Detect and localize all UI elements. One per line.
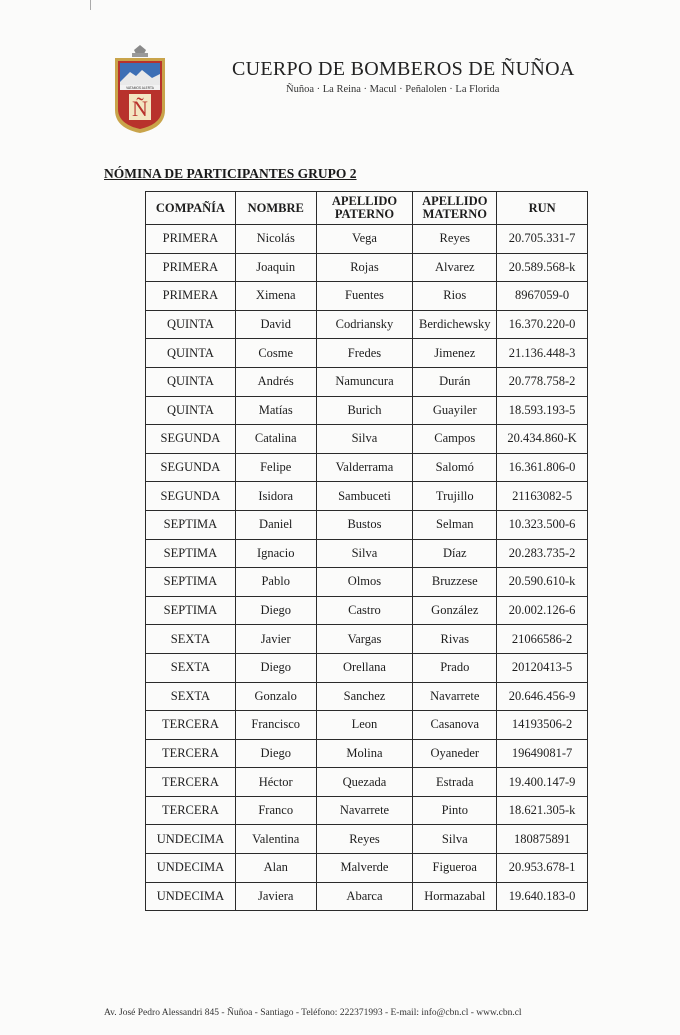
header-compania: COMPAÑÍA: [146, 192, 236, 225]
cell-nombre: Gonzalo: [235, 682, 316, 711]
cell-compania: UNDECIMA: [146, 854, 236, 883]
cell-nombre: Javier: [235, 625, 316, 654]
cell-apellido-paterno: Sanchez: [316, 682, 413, 711]
cell-nombre: Diego: [235, 739, 316, 768]
cell-nombre: Matías: [235, 396, 316, 425]
header-run: RUN: [497, 192, 588, 225]
cell-compania: TERCERA: [146, 768, 236, 797]
cell-apellido-materno: Silva: [413, 825, 497, 854]
cell-compania: UNDECIMA: [146, 882, 236, 911]
cell-run: 20.590.610-k: [497, 568, 588, 597]
cell-apellido-paterno: Vargas: [316, 625, 413, 654]
cell-run: 180875891: [497, 825, 588, 854]
table-row: [146, 739, 588, 768]
cell-apellido-paterno: Leon: [316, 711, 413, 740]
header-nombre: NOMBRE: [235, 192, 316, 225]
table-row: [146, 768, 588, 797]
header-apellido-materno-line: APELLIDO: [422, 194, 488, 208]
table-row: [146, 453, 588, 482]
cell-apellido-paterno: Vega: [316, 225, 413, 254]
cell-apellido-materno: Berdichewsky: [413, 310, 497, 339]
cell-run: 16.370.220-0: [497, 310, 588, 339]
cell-run: 19.640.183-0: [497, 882, 588, 911]
cell-run: 19649081-7: [497, 739, 588, 768]
communes-subtitle: Ñuñoa · La Reina · Macul · Peñalolen · La Florida: [286, 84, 500, 95]
table-row: [146, 282, 588, 311]
cell-apellido-materno: Figueroa: [413, 854, 497, 883]
cell-nombre: Héctor: [235, 768, 316, 797]
organization-name: CUERPO DE BOMBEROS DE ÑUÑOA: [232, 58, 575, 80]
cell-nombre: Joaquin: [235, 253, 316, 282]
header-apellido-paterno-line: APELLIDO: [331, 194, 398, 208]
cell-apellido-materno: Oyaneder: [413, 739, 497, 768]
cell-nombre: Daniel: [235, 510, 316, 539]
cell-compania: SEPTIMA: [146, 510, 236, 539]
cell-apellido-materno: Bruzzese: [413, 568, 497, 597]
table-body: [146, 225, 588, 911]
header-row: [146, 192, 588, 225]
cell-run: 20.778.758-2: [497, 367, 588, 396]
table-row: [146, 396, 588, 425]
table-row: [146, 253, 588, 282]
cell-apellido-materno: Salomó: [413, 453, 497, 482]
cell-compania: QUINTA: [146, 367, 236, 396]
table-row: [146, 854, 588, 883]
cell-compania: SEGUNDA: [146, 453, 236, 482]
table-row: [146, 711, 588, 740]
table-row: [146, 339, 588, 368]
cell-apellido-materno: Guayiler: [413, 396, 497, 425]
cell-apellido-paterno: Valderrama: [316, 453, 413, 482]
table-row: [146, 653, 588, 682]
cell-run: 20.705.331-7: [497, 225, 588, 254]
cell-apellido-materno: Reyes: [413, 225, 497, 254]
cell-nombre: Felipe: [235, 453, 316, 482]
cell-apellido-materno: Estrada: [413, 768, 497, 797]
cell-nombre: Francisco: [235, 711, 316, 740]
cell-apellido-materno: Casanova: [413, 711, 497, 740]
cell-nombre: Diego: [235, 653, 316, 682]
cell-nombre: Cosme: [235, 339, 316, 368]
cell-apellido-paterno: Malverde: [316, 854, 413, 883]
cell-apellido-paterno: Fredes: [316, 339, 413, 368]
cell-compania: PRIMERA: [146, 225, 236, 254]
cell-nombre: Catalina: [235, 425, 316, 454]
table-row: [146, 510, 588, 539]
crest-letter: Ñ: [132, 96, 148, 121]
cell-compania: SEPTIMA: [146, 596, 236, 625]
cell-run: 20.953.678-1: [497, 854, 588, 883]
cell-apellido-materno: Rivas: [413, 625, 497, 654]
cell-compania: PRIMERA: [146, 282, 236, 311]
cell-nombre: Diego: [235, 596, 316, 625]
header-apellido-materno-line: MATERNO: [422, 207, 487, 221]
header-apellido-materno: [413, 192, 497, 225]
cell-compania: PRIMERA: [146, 253, 236, 282]
scan-edge-line: [90, 0, 91, 10]
table-row: [146, 539, 588, 568]
table-row: [146, 596, 588, 625]
cell-apellido-materno: Prado: [413, 653, 497, 682]
cell-run: 21163082-5: [497, 482, 588, 511]
cell-compania: SEXTA: [146, 625, 236, 654]
cell-apellido-paterno: Quezada: [316, 768, 413, 797]
table-row: [146, 225, 588, 254]
table-row: [146, 682, 588, 711]
crest-motto: VATAMOS ALERTA: [126, 86, 154, 90]
cell-run: 8967059-0: [497, 282, 588, 311]
cell-nombre: Andrés: [235, 367, 316, 396]
cell-nombre: Isidora: [235, 482, 316, 511]
table-row: [146, 825, 588, 854]
header-apellido-paterno: [316, 192, 413, 225]
cell-apellido-paterno: Reyes: [316, 825, 413, 854]
header-apellido-paterno-line: PATERNO: [334, 207, 395, 221]
fire-department-crest-icon: [112, 44, 168, 134]
cell-run: 21066586-2: [497, 625, 588, 654]
participants-table: [145, 191, 588, 911]
cell-apellido-paterno: Rojas: [316, 253, 413, 282]
cell-run: 20.589.568-k: [497, 253, 588, 282]
cell-apellido-materno: Jimenez: [413, 339, 497, 368]
cell-run: 19.400.147-9: [497, 768, 588, 797]
cell-apellido-materno: González: [413, 596, 497, 625]
cell-run: 20.434.860-K: [497, 425, 588, 454]
cell-apellido-paterno: Olmos: [316, 568, 413, 597]
cell-nombre: Alan: [235, 854, 316, 883]
cell-apellido-paterno: Castro: [316, 596, 413, 625]
cell-apellido-materno: Trujillo: [413, 482, 497, 511]
cell-nombre: Ignacio: [235, 539, 316, 568]
table-row: [146, 425, 588, 454]
cell-compania: SEPTIMA: [146, 539, 236, 568]
cell-run: 18.593.193-5: [497, 396, 588, 425]
cell-apellido-paterno: Abarca: [316, 882, 413, 911]
table-row: [146, 568, 588, 597]
cell-apellido-paterno: Bustos: [316, 510, 413, 539]
cell-run: 18.621.305-k: [497, 796, 588, 825]
cell-nombre: Valentina: [235, 825, 316, 854]
cell-apellido-paterno: Molina: [316, 739, 413, 768]
cell-apellido-materno: Selman: [413, 510, 497, 539]
cell-apellido-paterno: Burich: [316, 396, 413, 425]
cell-compania: TERCERA: [146, 739, 236, 768]
cell-run: 20.646.456-9: [497, 682, 588, 711]
cell-nombre: Pablo: [235, 568, 316, 597]
cell-apellido-materno: Díaz: [413, 539, 497, 568]
cell-run: 20.002.126-6: [497, 596, 588, 625]
cell-nombre: Franco: [235, 796, 316, 825]
cell-run: 20120413-5: [497, 653, 588, 682]
cell-nombre: Nicolás: [235, 225, 316, 254]
table-row: [146, 625, 588, 654]
cell-compania: QUINTA: [146, 396, 236, 425]
table-row: [146, 310, 588, 339]
cell-run: 16.361.806-0: [497, 453, 588, 482]
cell-run: 20.283.735-2: [497, 539, 588, 568]
cell-compania: SEXTA: [146, 682, 236, 711]
cell-apellido-paterno: Codriansky: [316, 310, 413, 339]
table-header: [146, 192, 588, 225]
cell-nombre: Ximena: [235, 282, 316, 311]
table-row: [146, 367, 588, 396]
cell-compania: UNDECIMA: [146, 825, 236, 854]
cell-apellido-materno: Rios: [413, 282, 497, 311]
cell-compania: QUINTA: [146, 310, 236, 339]
cell-apellido-materno: Alvarez: [413, 253, 497, 282]
cell-nombre: Javiera: [235, 882, 316, 911]
cell-apellido-paterno: Fuentes: [316, 282, 413, 311]
table-row: [146, 882, 588, 911]
footer-contact: Av. José Pedro Alessandri 845 - Ñuñoa - Santiago - Teléfono: 222371993 - E-mail: info@cbn.cl - www.cbn.cl: [104, 1008, 522, 1018]
cell-compania: SEXTA: [146, 653, 236, 682]
cell-apellido-materno: Navarrete: [413, 682, 497, 711]
table-row: [146, 796, 588, 825]
cell-run: 10.323.500-6: [497, 510, 588, 539]
cell-apellido-paterno: Silva: [316, 425, 413, 454]
cell-apellido-materno: Pinto: [413, 796, 497, 825]
cell-apellido-paterno: Namuncura: [316, 367, 413, 396]
cell-apellido-paterno: Sambuceti: [316, 482, 413, 511]
cell-apellido-materno: Campos: [413, 425, 497, 454]
cell-apellido-materno: Durán: [413, 367, 497, 396]
cell-apellido-paterno: Silva: [316, 539, 413, 568]
document-title: NÓMINA DE PARTICIPANTES GRUPO 2: [104, 166, 357, 181]
cell-compania: TERCERA: [146, 711, 236, 740]
cell-apellido-paterno: Navarrete: [316, 796, 413, 825]
cell-run: 14193506-2: [497, 711, 588, 740]
cell-compania: SEPTIMA: [146, 568, 236, 597]
cell-compania: SEGUNDA: [146, 425, 236, 454]
cell-compania: TERCERA: [146, 796, 236, 825]
table-row: [146, 482, 588, 511]
cell-compania: SEGUNDA: [146, 482, 236, 511]
cell-apellido-materno: Hormazabal: [413, 882, 497, 911]
cell-apellido-paterno: Orellana: [316, 653, 413, 682]
cell-nombre: David: [235, 310, 316, 339]
cell-compania: QUINTA: [146, 339, 236, 368]
cell-run: 21.136.448-3: [497, 339, 588, 368]
